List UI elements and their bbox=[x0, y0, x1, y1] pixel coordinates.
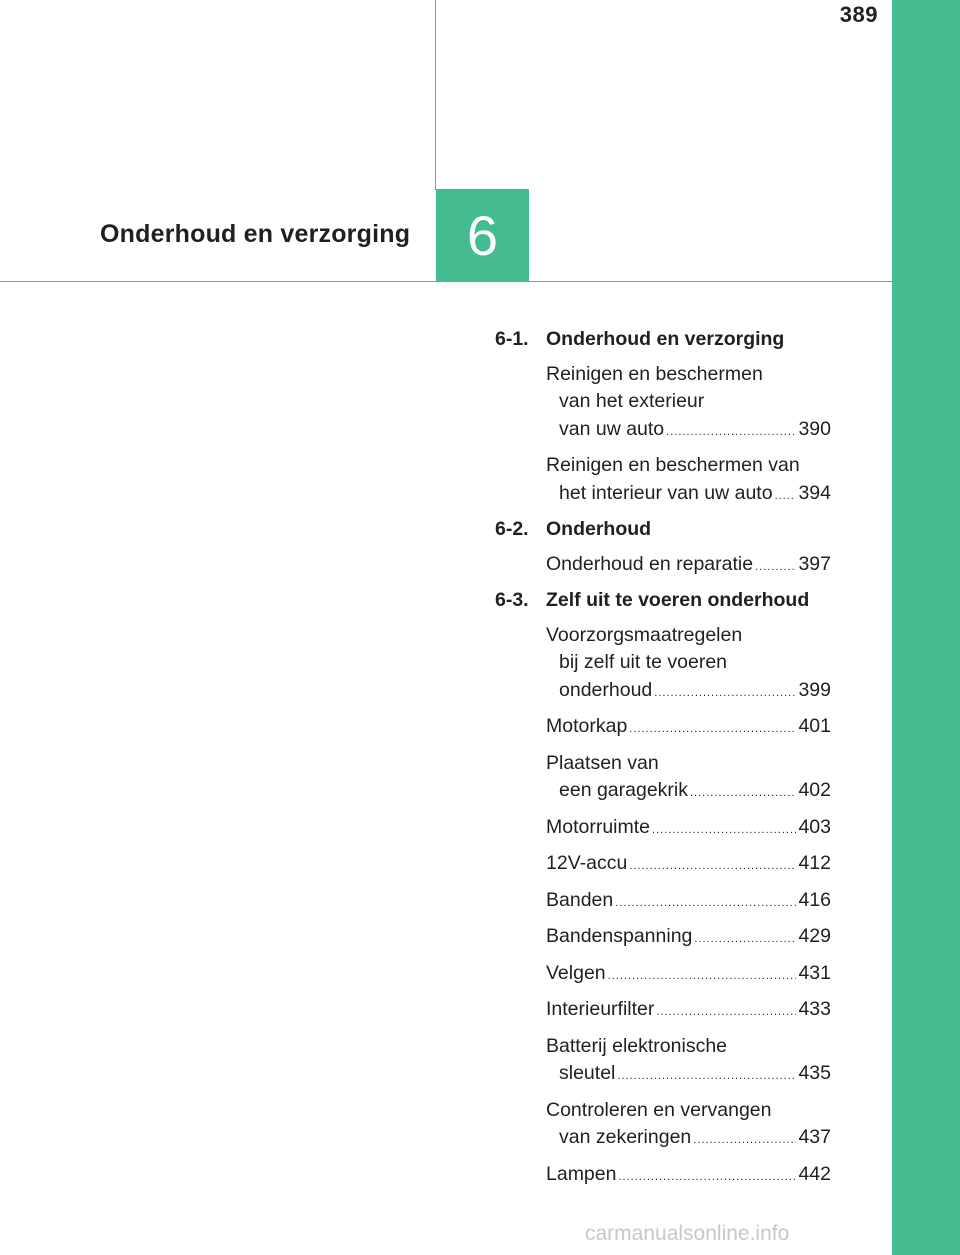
entry-last-line bbox=[546, 1161, 831, 1192]
toc-entry[interactable] bbox=[546, 1097, 831, 1155]
entry-page: 433 bbox=[798, 998, 831, 1020]
entry-line: bij zelf uit te voeren bbox=[559, 651, 728, 673]
toc-entry[interactable] bbox=[546, 850, 831, 881]
entry-page: 412 bbox=[798, 852, 831, 874]
entry-last-line bbox=[546, 713, 831, 744]
divider-vertical bbox=[435, 0, 436, 190]
entry-last-line bbox=[546, 814, 831, 845]
dot-leader bbox=[615, 890, 796, 918]
entry-text: Motorruimte bbox=[546, 815, 651, 838]
toc-entry[interactable] bbox=[546, 887, 831, 918]
entry-last-line bbox=[546, 1060, 831, 1091]
chapter-number-box bbox=[436, 189, 529, 282]
entry-page: 399 bbox=[798, 678, 831, 701]
entry-text: Interieurfilter bbox=[546, 998, 655, 1020]
entry-text: Lampen bbox=[546, 1162, 617, 1185]
entry-last-line bbox=[546, 887, 831, 918]
entry-page: 402 bbox=[798, 779, 831, 801]
entry-last-line bbox=[546, 923, 831, 954]
entry-text: Onderhoud en reparatie bbox=[546, 552, 754, 575]
entry-page: 394 bbox=[798, 481, 831, 504]
toc-entry[interactable] bbox=[546, 622, 831, 708]
entry-text: het interieur van uw auto bbox=[559, 481, 773, 504]
entry-page: 442 bbox=[798, 1162, 831, 1185]
section-title: Zelf uit te voeren onderhoud bbox=[546, 589, 810, 611]
dot-leader bbox=[652, 817, 796, 845]
entry-text: Banden bbox=[546, 888, 614, 911]
entry-last-line bbox=[546, 850, 831, 881]
watermark: carmanualsonline.info bbox=[585, 1222, 790, 1245]
section-number: 6-2. bbox=[495, 518, 529, 540]
page-number: 389 bbox=[839, 2, 878, 27]
dot-leader bbox=[617, 1063, 796, 1091]
entry-line: Controleren en vervangen bbox=[546, 1098, 772, 1121]
toc-entry[interactable] bbox=[546, 361, 831, 447]
entry-page: 403 bbox=[798, 815, 831, 838]
dot-leader bbox=[618, 1164, 796, 1192]
table-of-contents bbox=[495, 326, 831, 1197]
toc-entry[interactable] bbox=[546, 923, 831, 954]
entry-last-line bbox=[546, 480, 831, 511]
entry-last-line bbox=[546, 1124, 831, 1155]
dot-leader bbox=[693, 1127, 796, 1155]
entry-text: onderhoud bbox=[559, 678, 653, 701]
toc-entry[interactable] bbox=[546, 960, 831, 991]
entry-page: 401 bbox=[798, 715, 831, 737]
toc-entry[interactable] bbox=[546, 750, 831, 808]
dot-leader bbox=[755, 554, 796, 582]
dot-leader bbox=[656, 999, 796, 1027]
toc-entry[interactable] bbox=[546, 814, 831, 845]
entry-text: van uw auto bbox=[559, 417, 665, 440]
chapter-number: 6 bbox=[466, 204, 499, 267]
section-title: Onderhoud bbox=[546, 518, 652, 540]
chapter-title: Onderhoud en verzorging bbox=[100, 220, 411, 248]
chapter-side-tab bbox=[892, 0, 960, 1255]
entry-last-line bbox=[546, 996, 831, 1027]
entry-text: Bandenspanning bbox=[546, 925, 693, 947]
entry-page: 429 bbox=[798, 925, 831, 947]
toc-entry[interactable] bbox=[546, 1161, 831, 1192]
toc-entry[interactable] bbox=[546, 713, 831, 744]
section-number: 6-3. bbox=[495, 589, 529, 611]
entry-text: van zekeringen bbox=[559, 1126, 692, 1148]
entry-last-line bbox=[546, 677, 831, 708]
entry-last-line bbox=[546, 551, 831, 582]
dot-leader bbox=[608, 963, 797, 991]
toc-entry[interactable] bbox=[546, 551, 831, 582]
entry-page: 431 bbox=[798, 961, 831, 984]
section-title: Onderhoud en verzorging bbox=[546, 328, 785, 350]
entry-text: Velgen bbox=[546, 961, 606, 984]
entry-line: Plaatsen van bbox=[546, 751, 659, 774]
dot-leader bbox=[629, 853, 796, 881]
entry-last-line bbox=[546, 416, 831, 447]
entry-page: 390 bbox=[798, 417, 831, 440]
entry-line: Batterij elektronische bbox=[546, 1034, 728, 1057]
entry-line: Reinigen en beschermen van bbox=[546, 454, 800, 476]
entry-line: Reinigen en beschermen bbox=[546, 362, 763, 385]
entry-text: 12V-accu bbox=[546, 852, 628, 874]
entry-line: Voorzorgsmaatregelen bbox=[546, 623, 743, 646]
entry-text: een garagekrik bbox=[559, 779, 688, 801]
entry-page: 397 bbox=[798, 552, 831, 575]
entry-text: sleutel bbox=[559, 1062, 616, 1084]
toc-section bbox=[495, 326, 831, 354]
entry-last-line bbox=[546, 777, 831, 808]
toc-entry[interactable] bbox=[546, 1033, 831, 1091]
entry-page: 437 bbox=[798, 1126, 831, 1148]
toc-section bbox=[495, 587, 831, 615]
entry-last-line bbox=[546, 960, 831, 991]
toc-section bbox=[495, 516, 831, 544]
section-number: 6-1. bbox=[495, 328, 529, 350]
entry-text: Motorkap bbox=[546, 715, 628, 737]
entry-page: 435 bbox=[798, 1062, 831, 1084]
dot-leader bbox=[654, 680, 796, 708]
dot-leader bbox=[629, 716, 796, 744]
entry-line: van het exterieur bbox=[559, 390, 705, 412]
dot-leader bbox=[690, 780, 796, 808]
entry-page: 416 bbox=[798, 888, 831, 911]
dot-leader bbox=[775, 483, 797, 511]
dot-leader bbox=[666, 419, 796, 447]
toc-entry[interactable] bbox=[546, 452, 831, 510]
toc-entry[interactable] bbox=[546, 996, 831, 1027]
dot-leader bbox=[694, 926, 796, 954]
